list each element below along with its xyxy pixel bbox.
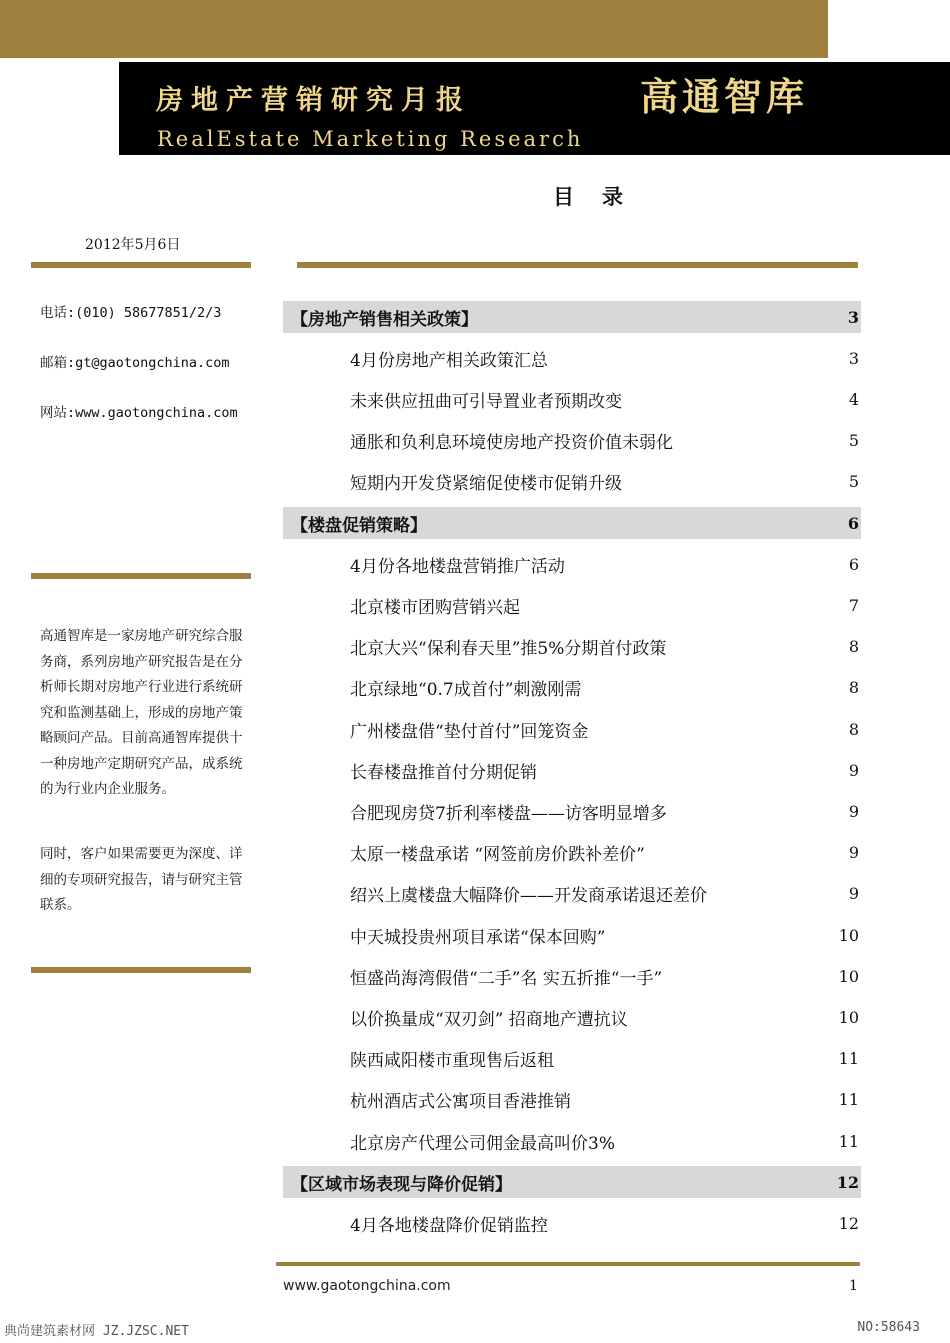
toc-entry-page: 10 — [838, 925, 859, 945]
toc-entry-page: 5 — [848, 472, 859, 492]
toc-entry-label: 恒盛尚海湾假借“二手”名 实五折推“一手” — [350, 968, 663, 989]
toc-entry[interactable] — [283, 795, 861, 827]
toc-entry-label: 合肥现房贷7折利率楼盘——访客明显增多 — [350, 803, 667, 824]
toc-entry-label: 【楼盘促销策略】 — [291, 515, 427, 536]
toc-entry-label: 4月份房地产相关政策汇总 — [350, 350, 548, 371]
toc-entry-label: 4月各地楼盘降价促销监控 — [350, 1215, 548, 1236]
toc-entry[interactable] — [283, 383, 861, 415]
toc-entry-page: 7 — [848, 595, 859, 615]
toc-entry-page: 9 — [848, 801, 859, 821]
toc-entry-label: 4月份各地楼盘营销推广活动 — [350, 556, 565, 577]
toc-entry-page: 8 — [848, 637, 859, 657]
toc-entry[interactable] — [283, 425, 861, 457]
toc-entry[interactable] — [283, 713, 861, 745]
toc-entry[interactable] — [283, 919, 861, 951]
toc-entry-page: 10 — [838, 1007, 859, 1027]
about-paragraph: 高通智库是一家房地产研究综合服务商，系列房地产研究报告是在分析师长期对房地产行业进行系统研究和监测基础上，形成的房地产策略顾问产品。目前高通智库提供十一种房地产定期研究产品，成系统的为行业内企业服务。 — [40, 628, 243, 797]
report-date: 2012年5月6日 — [85, 237, 181, 253]
footer-rule — [276, 1262, 860, 1266]
toc-entry-label: 通胀和负利息环境使房地产投资价值未弱化 — [350, 433, 673, 454]
toc-entry[interactable] — [283, 837, 861, 869]
sidebar-rule-middle — [31, 573, 251, 579]
toc-entry[interactable] — [283, 960, 861, 992]
toc-entry-page: 9 — [848, 884, 859, 904]
toc-entry-label: 绍兴上虞楼盘大幅降价——开发商承诺退还差价 — [350, 886, 707, 907]
toc-entry-label: 北京大兴“保利春天里”推5%分期首付政策 — [350, 639, 667, 660]
toc-entry-page: 6 — [848, 554, 859, 574]
sidebar-rule-bottom — [31, 967, 251, 973]
toc-entry-page: 11 — [838, 1090, 859, 1110]
toc-entry[interactable] — [283, 548, 861, 580]
watermark-left: 典尚建筑素材网 JZ.JZSC.NET — [4, 1324, 189, 1339]
contact-note-paragraph: 同时，客户如果需要更为深度、详细的专项研究报告，请与研究主管联系。 — [40, 846, 243, 913]
toc-entry[interactable] — [283, 1043, 861, 1075]
toc-entry-page: 5 — [848, 431, 859, 451]
toc-entry-label: 北京房产代理公司佣金最高叫价3% — [350, 1133, 615, 1154]
toc-entry-label: 【房地产销售相关政策】 — [291, 309, 478, 330]
toc-entry-page: 12 — [836, 1172, 859, 1192]
toc-entry[interactable] — [283, 1001, 861, 1033]
header-gold-band — [0, 0, 828, 58]
toc-heading: 目录 — [553, 185, 651, 209]
toc-entry-page: 10 — [838, 966, 859, 986]
contact-website[interactable]: 网站:www.gaotongchina.com — [40, 405, 238, 421]
toc-entry-label: 北京绿地“0.7成首付”刺激刚需 — [350, 680, 582, 701]
toc-entry-label: 广州楼盘借“垫付首付”回笼资金 — [350, 721, 589, 742]
toc-entry[interactable] — [283, 1125, 861, 1157]
toc-entry[interactable] — [283, 672, 861, 704]
footer-url[interactable]: www.gaotongchina.com — [283, 1278, 451, 1294]
toc-entry-page: 8 — [848, 719, 859, 739]
toc-section[interactable] — [283, 301, 861, 333]
toc-entry-label: 中天城投贵州项目承诺“保本回购” — [350, 927, 606, 948]
report-title: 房地产营销研究月报 — [156, 85, 471, 116]
toc-section[interactable] — [283, 1166, 861, 1198]
toc-entry-label: 【区域市场表现与降价促销】 — [291, 1174, 512, 1195]
toc-entry[interactable] — [283, 342, 861, 374]
toc-entry-label: 短期内开发贷紧缩促使楼市促销升级 — [350, 474, 622, 495]
toc-entry-label: 北京楼市团购营销兴起 — [350, 597, 520, 618]
watermark-right: NO:58643 — [857, 1320, 920, 1335]
toc-rule-top — [297, 262, 858, 268]
toc-entry-label: 太原一楼盘承诺 “网签前房价跌补差价” — [350, 845, 645, 866]
toc-entry-label: 长春楼盘推首付分期促销 — [350, 762, 537, 783]
toc-entry-label: 杭州酒店式公寓项目香港推销 — [350, 1092, 571, 1113]
toc-section[interactable] — [283, 507, 861, 539]
toc-entry[interactable] — [283, 1207, 861, 1239]
toc-entry[interactable] — [283, 1084, 861, 1116]
toc-entry-label: 陕西咸阳楼市重现售后返租 — [350, 1051, 554, 1072]
toc-entry-page: 6 — [847, 513, 859, 533]
toc-entry-label: 未来供应扭曲可引导置业者预期改变 — [350, 391, 622, 412]
toc-entry-page: 11 — [838, 1049, 859, 1069]
report-subtitle: RealEstate Marketing Research — [157, 127, 584, 151]
footer-page-number: 1 — [849, 1278, 858, 1294]
toc-entry[interactable] — [283, 466, 861, 498]
toc-entry-page: 8 — [848, 678, 859, 698]
sidebar-rule-top — [31, 262, 251, 268]
toc-entry[interactable] — [283, 631, 861, 663]
contact-phone: 电话:(010) 58677851/2/3 — [40, 305, 222, 321]
toc-entry[interactable] — [283, 589, 861, 621]
toc-entry-page: 3 — [848, 348, 859, 368]
contact-email[interactable]: 邮箱:gt@gaotongchina.com — [40, 355, 230, 371]
toc-entry[interactable] — [283, 754, 861, 786]
toc-entry[interactable] — [283, 878, 861, 910]
toc-entry-page: 9 — [848, 843, 859, 863]
toc-entry-page: 9 — [848, 760, 859, 780]
toc-entry-page: 3 — [847, 307, 859, 327]
toc-entry-page: 4 — [848, 389, 859, 409]
toc-entry-page: 12 — [838, 1213, 859, 1233]
toc-entry-label: 以价换量成“双刃剑” 招商地产遭抗议 — [350, 1009, 628, 1030]
brand-name: 高通智库 — [640, 75, 809, 119]
toc-entry-page: 11 — [838, 1131, 859, 1151]
